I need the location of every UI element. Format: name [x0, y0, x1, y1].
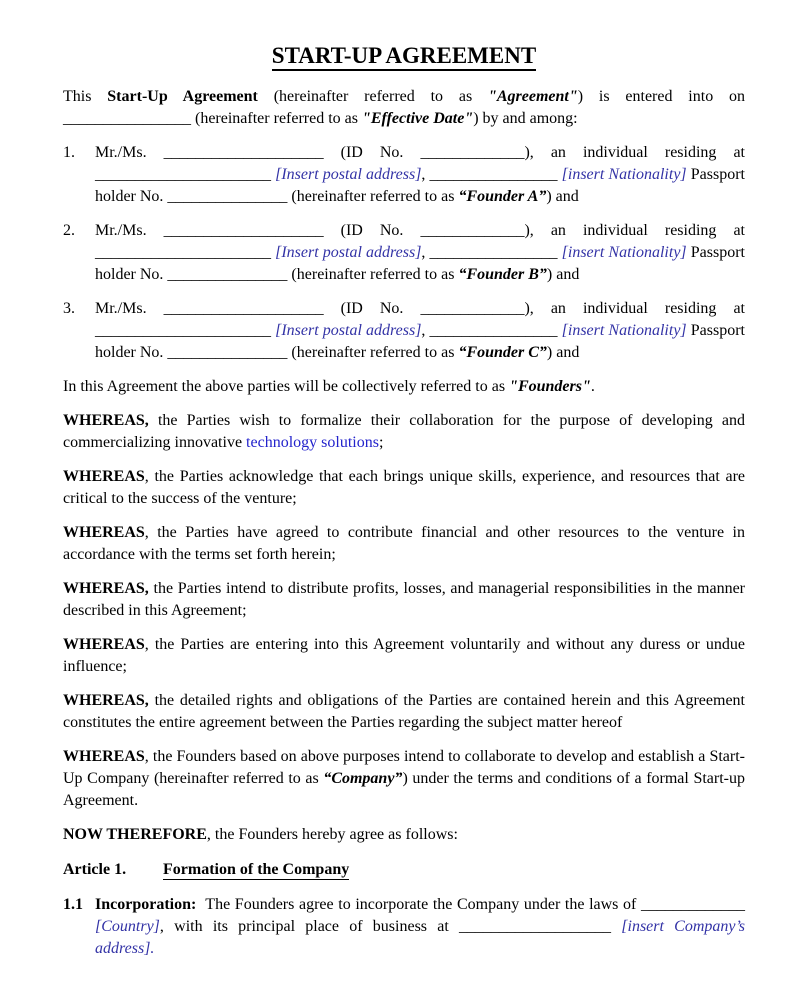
list-number: 3. — [63, 300, 75, 317]
text-segment: [insert Nationality] — [561, 322, 687, 339]
text-segment: WHEREAS — [63, 748, 145, 765]
text-segment: , the Parties are entering into this Agreement voluntarily and without any duress or undue influence; — [63, 636, 745, 675]
text-segment: Mr./Ms. ____________________ (ID No. _____________), an individual residing at ______________________ — [95, 144, 745, 183]
text-segment: WHEREAS — [63, 468, 145, 485]
text-segment: “Founder B” — [458, 266, 547, 283]
article-1-heading: Formation of the Company — [163, 861, 350, 878]
text-segment: “Company” — [323, 770, 403, 787]
text-segment: [Country] — [95, 918, 160, 935]
text-segment: , with its principal place of business at ___________________ — [159, 918, 622, 935]
text-segment: Passport holder No. _______________ (hereinafter referred to as — [95, 166, 745, 205]
text-segment: , ________________ — [421, 166, 562, 183]
intro-paragraph — [63, 86, 745, 130]
clause-1-1 — [63, 894, 745, 960]
text-segment: ) under the terms and conditions of a formal Start-up Agreement. — [63, 770, 745, 809]
founder-a-text — [95, 142, 745, 208]
text-segment: This — [63, 88, 108, 105]
text-segment: Incorporation: — [95, 896, 197, 913]
text-segment: [insert Nationality] — [561, 244, 687, 261]
document-title-text: START-UP AGREEMENT — [272, 43, 536, 71]
text-segment: , the Parties have agreed to contribute financial and other resources to the venture in accordance with the terms set forth herein; — [63, 524, 745, 563]
now-therefore-paragraph — [63, 824, 745, 846]
text-segment: the detailed rights and obligations of the Parties are contained herein and this Agreement constitutes the entire agreement between the Parties regarding the subject matter hereof — [63, 692, 745, 731]
founder-b-text — [95, 220, 745, 286]
text-segment: NOW THEREFORE — [63, 826, 207, 843]
text-segment: , the Founders hereby agree as follows: — [206, 826, 458, 843]
text-segment: , the Founders based on above purposes intend to collaborate to develop and establish a Start-Up Company (hereinafter referred to as — [63, 748, 745, 787]
text-segment: [Insert postal address] — [275, 244, 422, 261]
article-1-heading-line — [63, 858, 745, 882]
list-number: 1. — [63, 144, 75, 161]
text-segment: Start-Up Agreement — [107, 88, 258, 105]
text-segment: WHEREAS — [63, 636, 145, 653]
text-segment: "Effective Date" — [362, 110, 474, 127]
whereas-clause-3 — [63, 522, 745, 566]
text-segment: WHEREAS, — [63, 580, 149, 597]
text-segment: “Founder A” — [458, 188, 547, 205]
text-segment: WHEREAS, — [63, 412, 149, 429]
text-segment: WHEREAS, — [63, 692, 149, 709]
text-segment: technology solutions — [246, 434, 379, 451]
text-segment: WHEREAS — [63, 524, 145, 541]
text-segment: [insert Nationality] — [561, 166, 687, 183]
text-segment: “Founder C” — [458, 344, 547, 361]
clause-1-1-text — [95, 894, 745, 960]
list-number: 2. — [63, 222, 75, 239]
text-segment: , the Parties acknowledge that each brings unique skills, experience, and resources that are critical to the success of the venture; — [63, 468, 745, 507]
text-segment: ) and — [546, 266, 580, 283]
text-segment: "Agreement" — [488, 88, 578, 105]
text-segment: Passport holder No. _______________ (hereinafter referred to as — [95, 244, 745, 283]
text-segment: The Founders agree to incorporate the Company under the laws of _____________ — [196, 896, 745, 913]
text-segment: Mr./Ms. ____________________ (ID No. _____________), an individual residing at ______________________ — [95, 222, 745, 261]
text-segment: ) and — [546, 188, 579, 205]
text-segment: [insert Company’s address]. — [95, 918, 746, 957]
whereas-clause-4 — [63, 578, 745, 622]
article-1-label: Article 1. — [63, 861, 127, 878]
text-segment: the Parties intend to distribute profits, losses, and managerial responsibilities in the manner described in this Agreement; — [63, 580, 745, 619]
clause-1-1-number: 1.1 — [63, 896, 83, 913]
founder-item-a — [63, 142, 745, 208]
document-title — [63, 42, 745, 70]
whereas-clause-6 — [63, 690, 745, 734]
founder-item-b — [63, 220, 745, 286]
text-segment: , ________________ — [421, 322, 562, 339]
whereas-clause-5 — [63, 634, 745, 678]
text-segment: . — [590, 378, 595, 395]
text-segment: the Parties wish to formalize their collaboration for the purpose of developing and commercializing innovative — [63, 412, 745, 451]
whereas-clause-1 — [63, 410, 745, 454]
text-segment: "Founders" — [509, 378, 591, 395]
whereas-clause-7 — [63, 746, 745, 812]
text-segment: [Insert postal address] — [275, 322, 422, 339]
text-segment: (hereinafter referred to as — [257, 88, 488, 105]
text-segment: , ________________ — [421, 244, 562, 261]
collective-reference-paragraph — [63, 376, 745, 398]
text-segment: ) is entered into on ________________ (hereinafter referred to as — [63, 88, 746, 127]
text-segment: [Insert postal address] — [275, 166, 422, 183]
whereas-clause-2 — [63, 466, 745, 510]
text-segment: In this Agreement the above parties will be collectively referred to as — [63, 378, 510, 395]
text-segment: Passport holder No. _______________ (hereinafter referred to as — [95, 322, 745, 361]
text-segment: Mr./Ms. ____________________ (ID No. _____________), an individual residing at ______________________ — [95, 300, 745, 339]
founder-c-text — [95, 298, 745, 364]
text-segment: ) and — [546, 344, 580, 361]
founder-item-c — [63, 298, 745, 364]
text-segment: ; — [378, 434, 384, 451]
text-segment: ) by and among: — [473, 110, 578, 127]
